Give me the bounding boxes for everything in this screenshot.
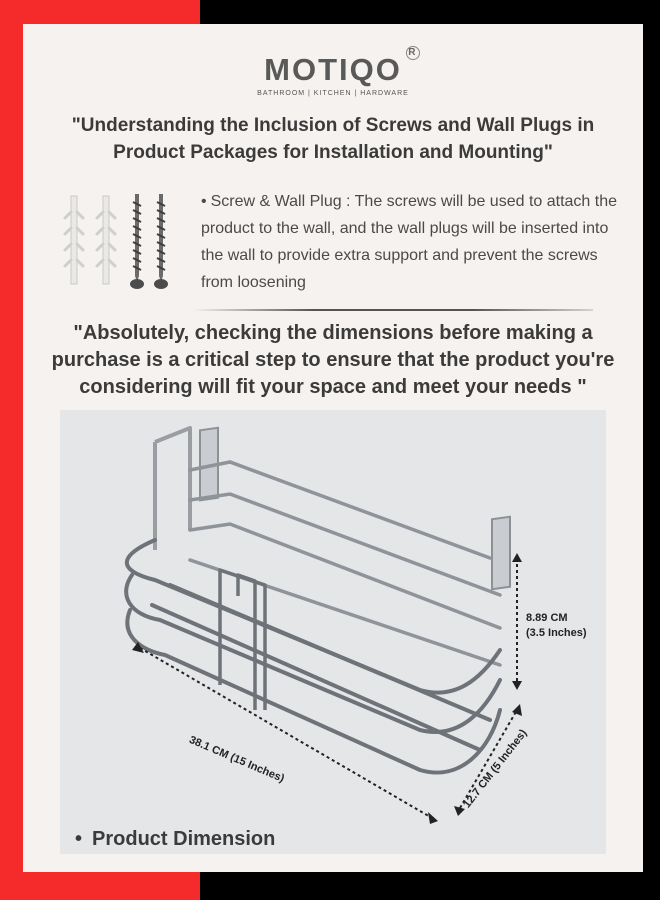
bottom-band-red	[0, 872, 200, 900]
screws-heading: "Understanding the Inclusion of Screws and Wall Plugs in Product Packages for Installation and Mounting"	[71, 115, 595, 163]
brand-name: MOTIQO	[264, 52, 402, 87]
brand-tagline: BATHROOM | KITCHEN | HARDWARE	[257, 90, 409, 97]
product-dimension-label: Product Dimension	[92, 828, 276, 850]
dimensions-heading: "Absolutely, checking the dimensions before making a purchase is a critical step to ensure that the product you're considering will fit your space and meet your needs "	[51, 322, 615, 398]
product-photo	[60, 410, 606, 854]
bullet: •	[75, 828, 83, 850]
hardware-description-text: Screw & Wall Plug : The screws will be used to attach the product to the wall, and the wall plugs will be inserted into the wall to provide extra support and prevent the screws from loosening	[201, 193, 618, 291]
product-dimension-caption	[75, 828, 275, 851]
wire-basket-illustration	[60, 410, 606, 854]
brand-logo	[23, 47, 643, 97]
registered-mark: R	[406, 46, 420, 60]
length-label: 38.1 CM (15 Inches)	[187, 734, 286, 785]
hardware-illustration	[63, 192, 168, 292]
height-label	[526, 611, 587, 641]
divider	[193, 309, 593, 311]
depth-label: 12.7 CM (5 Inches)	[461, 727, 530, 811]
screw-icon	[130, 194, 144, 289]
wall-plug-icon	[65, 196, 83, 284]
wall-plug-icon	[97, 196, 115, 284]
height-cm: 8.89 CM	[526, 612, 568, 624]
height-inches: (3.5 Inches)	[526, 627, 587, 639]
bullet: •	[201, 193, 207, 210]
screw-icon	[154, 194, 168, 289]
content-card	[23, 24, 643, 872]
hardware-description	[201, 188, 631, 296]
